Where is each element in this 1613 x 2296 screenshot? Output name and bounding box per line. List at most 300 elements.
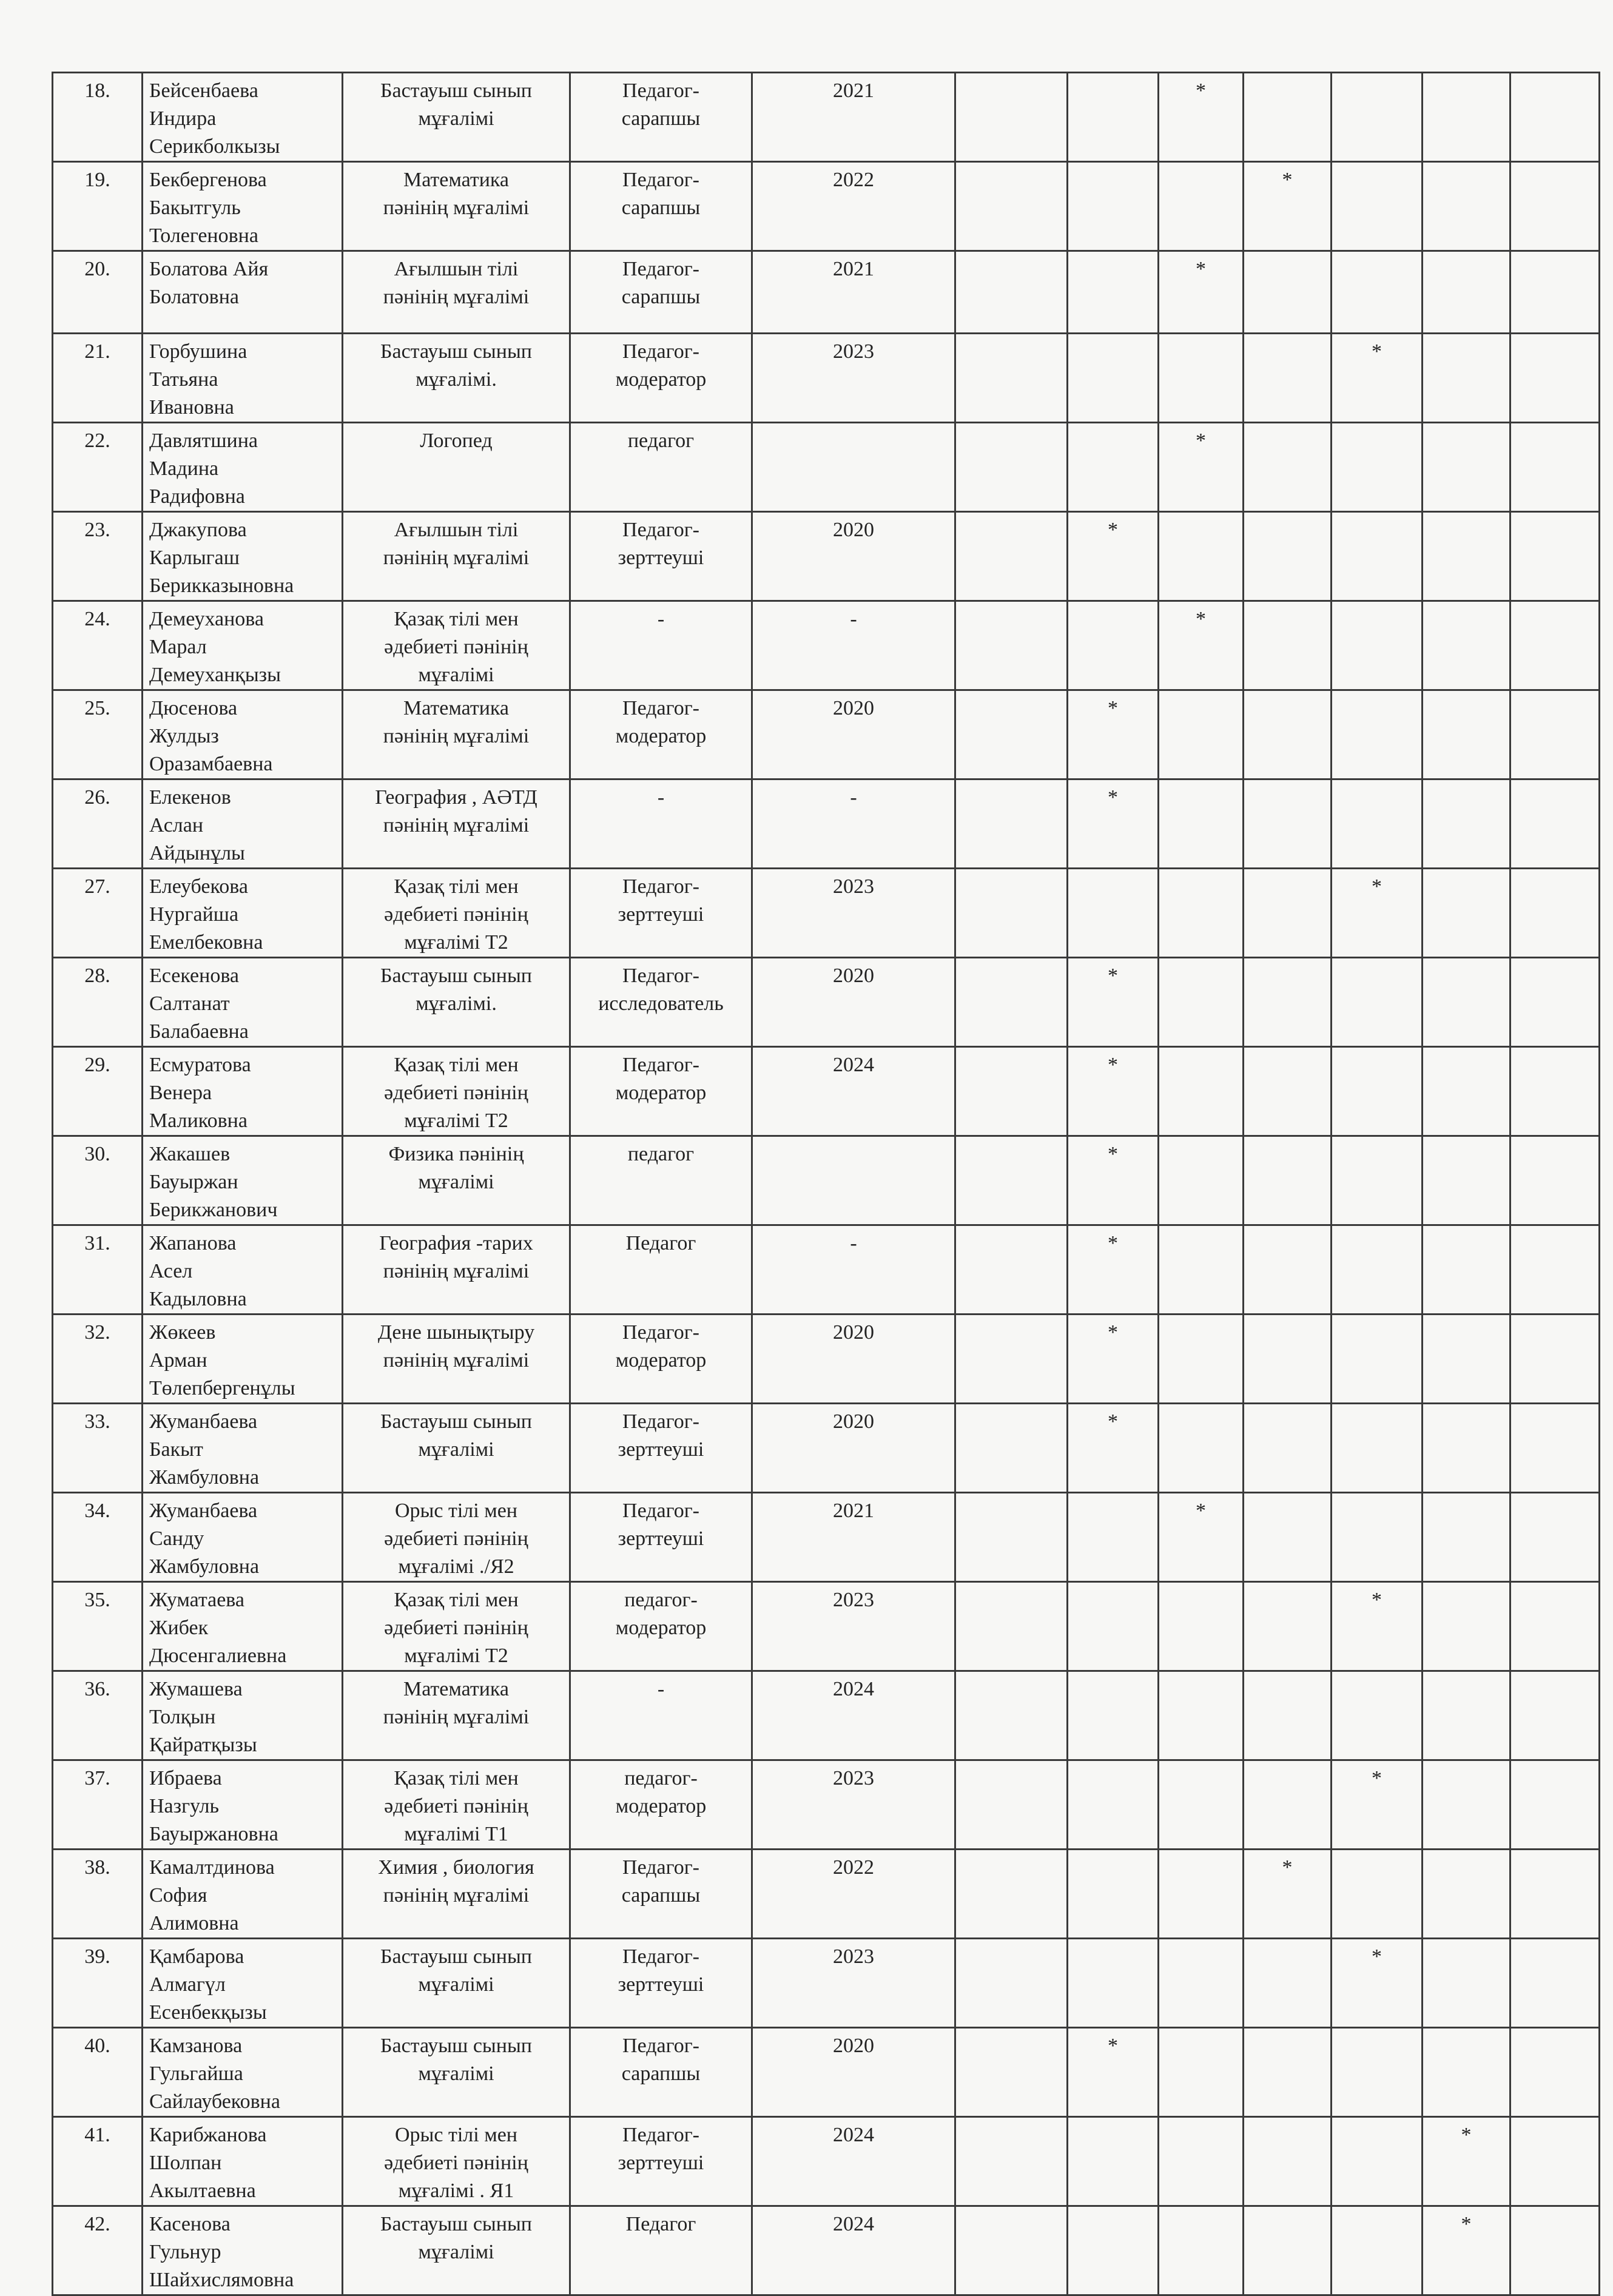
subject-line: Химия , биология bbox=[378, 1856, 534, 1879]
name-line: Индира bbox=[149, 107, 217, 130]
category-line: Педагог- bbox=[622, 79, 699, 102]
mark-cell bbox=[1244, 2117, 1332, 2206]
table-row bbox=[53, 601, 1600, 690]
mark-cell bbox=[1068, 2117, 1159, 2206]
mark-cell bbox=[1510, 1850, 1600, 1939]
name-line: Горбушина bbox=[149, 340, 248, 363]
qualification-category bbox=[570, 1850, 752, 1939]
mark-cell bbox=[1068, 73, 1159, 162]
subject-position bbox=[343, 690, 570, 779]
table-row bbox=[53, 1850, 1600, 1939]
name-line: Гульгайша bbox=[149, 2062, 243, 2085]
teacher-name bbox=[143, 1760, 343, 1850]
teacher-name bbox=[143, 2117, 343, 2206]
mark-cell bbox=[1332, 779, 1423, 869]
name-line: Ибраева bbox=[149, 1767, 222, 1789]
table-row bbox=[53, 1225, 1600, 1315]
subject-line: Дене шынықтыру bbox=[377, 1321, 535, 1344]
name-line: Қайратқызы bbox=[149, 1734, 257, 1756]
mark-cell: * bbox=[1244, 162, 1332, 251]
row-number: 28. bbox=[53, 958, 143, 1047]
name-line: Қамбарова bbox=[149, 1945, 244, 1968]
name-line: Елекенов bbox=[149, 786, 231, 809]
mark-cell: * bbox=[1068, 1136, 1159, 1225]
subject-line: Орыс тілі мен bbox=[394, 2124, 517, 2146]
mark-cell bbox=[1244, 512, 1332, 601]
subject-line: пәнінің мұғалімі bbox=[383, 1884, 530, 1907]
subject-position bbox=[343, 1760, 570, 1850]
mark-cell bbox=[1244, 1225, 1332, 1315]
category-line: Педагог- bbox=[622, 340, 699, 363]
name-line: Бейсенбаева bbox=[149, 79, 258, 102]
row-number: 24. bbox=[53, 601, 143, 690]
mark-cell: * bbox=[1159, 251, 1244, 334]
qualification-category bbox=[570, 1760, 752, 1850]
teacher-name bbox=[143, 423, 343, 512]
category-year: 2021 bbox=[752, 251, 955, 334]
table-row bbox=[53, 1582, 1600, 1671]
subject-position bbox=[343, 1315, 570, 1404]
category-line: Педагог- bbox=[622, 258, 699, 280]
mark-cell bbox=[1423, 1760, 1510, 1850]
row-number: 33. bbox=[53, 1404, 143, 1493]
mark-cell bbox=[1510, 869, 1600, 958]
mark-cell bbox=[1068, 869, 1159, 958]
mark-cell bbox=[1423, 1582, 1510, 1671]
table-row bbox=[53, 73, 1600, 162]
mark-cell bbox=[1244, 1404, 1332, 1493]
mark-cell bbox=[1244, 334, 1332, 423]
mark-cell bbox=[1510, 1493, 1600, 1582]
subject-line: мұғалімі bbox=[418, 107, 494, 130]
mark-cell bbox=[1159, 779, 1244, 869]
category-line: Педагог- bbox=[622, 1410, 699, 1433]
mark-cell bbox=[1510, 1939, 1600, 2028]
mark-cell bbox=[955, 512, 1068, 601]
mark-cell bbox=[1332, 2117, 1423, 2206]
name-line: Демеуханқызы bbox=[149, 664, 281, 686]
name-line: Оразамбаевна bbox=[149, 753, 273, 775]
qualification-category bbox=[570, 162, 752, 251]
category-line: - bbox=[657, 608, 665, 630]
qualification-category bbox=[570, 1404, 752, 1493]
table-row bbox=[53, 1047, 1600, 1136]
row-number: 40. bbox=[53, 2028, 143, 2117]
subject-line: әдебиеті пәнінің bbox=[384, 636, 528, 658]
mark-cell bbox=[1068, 1760, 1159, 1850]
name-line: Алмагүл bbox=[149, 1973, 226, 1996]
subject-position bbox=[343, 73, 570, 162]
subject-line: Қазақ тілі мен bbox=[394, 1589, 519, 1611]
name-line: Есенбекқызы bbox=[149, 2001, 267, 2024]
mark-cell: * bbox=[1068, 1047, 1159, 1136]
category-line: Педагог- bbox=[622, 169, 699, 191]
row-number: 25. bbox=[53, 690, 143, 779]
mark-cell bbox=[1423, 73, 1510, 162]
mark-cell bbox=[1510, 1315, 1600, 1404]
row-number: 41. bbox=[53, 2117, 143, 2206]
category-year: 2024 bbox=[752, 2117, 955, 2206]
table-row bbox=[53, 1760, 1600, 1850]
mark-cell bbox=[1068, 334, 1159, 423]
mark-cell: * bbox=[1068, 1225, 1159, 1315]
mark-cell bbox=[1068, 1939, 1159, 2028]
mark-cell: * bbox=[1332, 334, 1423, 423]
mark-cell bbox=[1423, 2028, 1510, 2117]
teacher-name bbox=[143, 1671, 343, 1760]
name-line: Гульнур bbox=[149, 2241, 221, 2263]
mark-cell: * bbox=[1244, 1850, 1332, 1939]
subject-line: пәнінің мұғалімі bbox=[383, 286, 530, 308]
category-line: модератор bbox=[615, 1082, 707, 1104]
subject-line: Ағылшын тілі bbox=[394, 519, 519, 541]
mark-cell bbox=[1332, 1225, 1423, 1315]
name-line: Бауыржан bbox=[149, 1171, 238, 1193]
teacher-name bbox=[143, 334, 343, 423]
subject-line: әдебиеті пәнінің bbox=[384, 1617, 528, 1639]
subject-line: Бастауыш сынып bbox=[380, 965, 533, 987]
mark-cell bbox=[1159, 1671, 1244, 1760]
mark-cell bbox=[1244, 2028, 1332, 2117]
mark-cell bbox=[1159, 958, 1244, 1047]
row-number: 32. bbox=[53, 1315, 143, 1404]
mark-cell bbox=[1159, 1582, 1244, 1671]
name-line: Жуматаева bbox=[149, 1589, 245, 1611]
mark-cell bbox=[1159, 334, 1244, 423]
table-row bbox=[53, 1136, 1600, 1225]
name-line: Айдынұлы bbox=[149, 842, 245, 864]
row-number: 21. bbox=[53, 334, 143, 423]
category-line: Педагог- bbox=[622, 1500, 699, 1522]
subject-position bbox=[343, 1671, 570, 1760]
name-line: Ивановна bbox=[149, 396, 234, 419]
subject-position bbox=[343, 2028, 570, 2117]
name-line: Акылтаевна bbox=[149, 2180, 256, 2202]
subject-line: пәнінің мұғалімі bbox=[383, 1706, 530, 1728]
row-number: 27. bbox=[53, 869, 143, 958]
category-year: 2020 bbox=[752, 1315, 955, 1404]
mark-cell bbox=[1510, 1671, 1600, 1760]
subject-line: әдебиеті пәнінің bbox=[384, 1527, 528, 1550]
mark-cell bbox=[955, 1315, 1068, 1404]
qualification-category bbox=[570, 251, 752, 334]
category-line: зерттеуші bbox=[618, 547, 704, 569]
mark-cell: * bbox=[1159, 73, 1244, 162]
mark-cell: * bbox=[1332, 1939, 1423, 2028]
category-year: 2020 bbox=[752, 2028, 955, 2117]
category-line: сарапшы bbox=[621, 286, 701, 308]
subject-line: мұғалімі bbox=[418, 1973, 494, 1996]
teacher-name bbox=[143, 1939, 343, 2028]
mark-cell bbox=[1332, 1404, 1423, 1493]
qualification-category bbox=[570, 690, 752, 779]
table-row bbox=[53, 958, 1600, 1047]
category-year bbox=[752, 423, 955, 512]
mark-cell bbox=[955, 1582, 1068, 1671]
mark-cell bbox=[1510, 1404, 1600, 1493]
name-line: Берикжанович bbox=[149, 1199, 278, 1221]
name-line: Касенова bbox=[149, 2213, 231, 2235]
row-number: 19. bbox=[53, 162, 143, 251]
mark-cell bbox=[1423, 690, 1510, 779]
category-line: модератор bbox=[615, 1795, 707, 1817]
subject-line: мұғалімі bbox=[418, 1171, 494, 1193]
row-number: 37. bbox=[53, 1760, 143, 1850]
subject-position bbox=[343, 162, 570, 251]
name-line: Толқын bbox=[149, 1706, 216, 1728]
subject-line: Қазақ тілі мен bbox=[394, 1767, 519, 1789]
name-line: Жуманбаева bbox=[149, 1410, 258, 1433]
mark-cell bbox=[955, 2206, 1068, 2295]
mark-cell bbox=[1159, 1939, 1244, 2028]
name-line: Камалтдинова bbox=[149, 1856, 275, 1879]
mark-cell: * bbox=[1332, 1582, 1423, 1671]
name-line: Жапанова bbox=[149, 1232, 237, 1254]
subject-line: Бастауыш сынып bbox=[380, 1410, 533, 1433]
category-year: 2024 bbox=[752, 1047, 955, 1136]
mark-cell bbox=[1332, 1315, 1423, 1404]
mark-cell bbox=[1332, 690, 1423, 779]
mark-cell bbox=[1423, 1225, 1510, 1315]
mark-cell bbox=[1159, 2206, 1244, 2295]
mark-cell bbox=[1510, 162, 1600, 251]
name-line: Жулдыз bbox=[149, 725, 219, 747]
subject-line: География -тарих bbox=[379, 1232, 533, 1254]
name-line: Мадина bbox=[149, 457, 219, 480]
subject-position bbox=[343, 1404, 570, 1493]
category-year: - bbox=[752, 779, 955, 869]
name-line: Санду bbox=[149, 1527, 204, 1550]
row-number: 29. bbox=[53, 1047, 143, 1136]
mark-cell: * bbox=[1068, 958, 1159, 1047]
mark-cell bbox=[1068, 162, 1159, 251]
category-year: 2020 bbox=[752, 690, 955, 779]
qualification-category bbox=[570, 1047, 752, 1136]
category-line: исследователь bbox=[598, 992, 724, 1015]
mark-cell bbox=[1068, 251, 1159, 334]
mark-cell bbox=[955, 73, 1068, 162]
mark-cell bbox=[1244, 423, 1332, 512]
subject-line: мұғалімі bbox=[418, 2241, 494, 2263]
mark-cell bbox=[1423, 1047, 1510, 1136]
category-year: 2023 bbox=[752, 1760, 955, 1850]
subject-position bbox=[343, 1225, 570, 1315]
table-row bbox=[53, 1671, 1600, 1760]
subject-position bbox=[343, 1939, 570, 2028]
subject-line: мұғалімі bbox=[418, 1438, 494, 1461]
mark-cell bbox=[955, 1136, 1068, 1225]
category-year: 2020 bbox=[752, 1404, 955, 1493]
mark-cell bbox=[1159, 1850, 1244, 1939]
subject-line: Математика bbox=[403, 1678, 510, 1700]
name-line: Бауыржановна bbox=[149, 1823, 278, 1845]
table-row bbox=[53, 423, 1600, 512]
subject-line: География , АӘТД bbox=[375, 786, 537, 809]
mark-cell bbox=[1159, 1760, 1244, 1850]
mark-cell bbox=[1510, 251, 1600, 334]
mark-cell bbox=[955, 869, 1068, 958]
name-line: Жөкеев bbox=[149, 1321, 216, 1344]
subject-position bbox=[343, 779, 570, 869]
qualification-category bbox=[570, 1493, 752, 1582]
staff-table bbox=[52, 72, 1600, 2296]
mark-cell bbox=[1510, 1136, 1600, 1225]
mark-cell bbox=[1423, 512, 1510, 601]
qualification-category bbox=[570, 423, 752, 512]
name-line: Елеубекова bbox=[149, 875, 248, 898]
table-row bbox=[53, 162, 1600, 251]
category-year: 2023 bbox=[752, 1582, 955, 1671]
category-year: 2021 bbox=[752, 1493, 955, 1582]
name-line: Маликовна bbox=[149, 1109, 248, 1132]
mark-cell bbox=[1510, 2206, 1600, 2295]
mark-cell bbox=[1332, 1671, 1423, 1760]
category-line: педагог- bbox=[624, 1767, 698, 1789]
mark-cell bbox=[1244, 1582, 1332, 1671]
subject-position bbox=[343, 1047, 570, 1136]
mark-cell bbox=[1332, 162, 1423, 251]
mark-cell bbox=[1510, 958, 1600, 1047]
subject-line: пәнінің мұғалімі bbox=[383, 547, 530, 569]
category-year: 2023 bbox=[752, 334, 955, 423]
teacher-name bbox=[143, 1582, 343, 1671]
mark-cell bbox=[1068, 1582, 1159, 1671]
name-line: Жамбуловна bbox=[149, 1466, 260, 1489]
table-body bbox=[53, 73, 1600, 2295]
name-line: Марал bbox=[149, 636, 207, 658]
subject-position bbox=[343, 1850, 570, 1939]
category-line: сарапшы bbox=[621, 197, 701, 219]
subject-line: Қазақ тілі мен bbox=[394, 608, 519, 630]
teacher-name bbox=[143, 958, 343, 1047]
mark-cell: * bbox=[1068, 1315, 1159, 1404]
subject-line: әдебиеті пәнінің bbox=[384, 1082, 528, 1104]
teacher-name bbox=[143, 1315, 343, 1404]
category-line: Педагог- bbox=[622, 697, 699, 719]
category-line: Педагог bbox=[625, 2213, 696, 2235]
name-line: Есекенова bbox=[149, 965, 240, 987]
qualification-category bbox=[570, 1225, 752, 1315]
category-year: 2024 bbox=[752, 1671, 955, 1760]
mark-cell bbox=[1159, 2028, 1244, 2117]
row-number: 18. bbox=[53, 73, 143, 162]
category-line: модератор bbox=[615, 725, 707, 747]
subject-line: пәнінің мұғалімі bbox=[383, 1349, 530, 1372]
name-line: Емелбековна bbox=[149, 931, 263, 954]
mark-cell bbox=[1332, 1136, 1423, 1225]
teacher-name bbox=[143, 601, 343, 690]
name-line: Жуманбаева bbox=[149, 1500, 258, 1522]
name-line: Бекбергенова bbox=[149, 169, 267, 191]
teacher-name bbox=[143, 162, 343, 251]
row-number: 30. bbox=[53, 1136, 143, 1225]
qualification-category bbox=[570, 2117, 752, 2206]
table-row bbox=[53, 869, 1600, 958]
table-row bbox=[53, 2028, 1600, 2117]
qualification-category bbox=[570, 1315, 752, 1404]
mark-cell bbox=[1332, 2028, 1423, 2117]
mark-cell bbox=[1068, 601, 1159, 690]
mark-cell bbox=[1244, 1136, 1332, 1225]
subject-position bbox=[343, 958, 570, 1047]
mark-cell bbox=[1332, 251, 1423, 334]
category-line: педагог bbox=[627, 429, 695, 452]
table-row bbox=[53, 1315, 1600, 1404]
name-line: Жибек bbox=[149, 1617, 209, 1639]
mark-cell bbox=[955, 1225, 1068, 1315]
subject-line: Қазақ тілі мен bbox=[394, 1054, 519, 1076]
subject-line: мұғалімі . Я1 bbox=[398, 2180, 514, 2202]
qualification-category bbox=[570, 512, 752, 601]
subject-line: мұғалімі. bbox=[416, 992, 497, 1015]
name-line: Давлятшина bbox=[149, 429, 258, 452]
mark-cell bbox=[1510, 2028, 1600, 2117]
subject-line: пәнінің мұғалімі bbox=[383, 1260, 530, 1282]
qualification-category bbox=[570, 73, 752, 162]
mark-cell bbox=[1068, 1850, 1159, 1939]
mark-cell bbox=[1244, 1760, 1332, 1850]
teacher-name bbox=[143, 1850, 343, 1939]
subject-line: Математика bbox=[403, 169, 510, 191]
table-row bbox=[53, 779, 1600, 869]
category-line: Педагог- bbox=[622, 1945, 699, 1968]
teacher-name bbox=[143, 251, 343, 334]
name-line: Жакашев bbox=[149, 1143, 231, 1165]
mark-cell bbox=[1332, 958, 1423, 1047]
name-line: Аслан bbox=[149, 814, 204, 837]
row-number: 38. bbox=[53, 1850, 143, 1939]
name-line: Татьяна bbox=[149, 368, 218, 391]
mark-cell: * bbox=[1068, 2028, 1159, 2117]
subject-line: мұғалімі Т2 bbox=[404, 1645, 508, 1667]
mark-cell bbox=[1068, 2206, 1159, 2295]
mark-cell bbox=[1332, 2206, 1423, 2295]
mark-cell: * bbox=[1159, 1493, 1244, 1582]
subject-line: Бастауыш сынып bbox=[380, 1945, 533, 1968]
subject-position bbox=[343, 251, 570, 334]
mark-cell bbox=[1244, 869, 1332, 958]
subject-line: мұғалімі bbox=[418, 664, 494, 686]
subject-line: мұғалімі Т2 bbox=[404, 1109, 508, 1132]
mark-cell bbox=[955, 2028, 1068, 2117]
name-line: Карлыгаш bbox=[149, 547, 240, 569]
mark-cell bbox=[1244, 1315, 1332, 1404]
mark-cell bbox=[1423, 1493, 1510, 1582]
mark-cell bbox=[1332, 512, 1423, 601]
name-line: Камзанова bbox=[149, 2035, 243, 2057]
mark-cell bbox=[955, 251, 1068, 334]
subject-line: Орыс тілі мен bbox=[394, 1500, 517, 1522]
row-number: 39. bbox=[53, 1939, 143, 2028]
subject-position bbox=[343, 334, 570, 423]
table-row bbox=[53, 2117, 1600, 2206]
category-year: 2023 bbox=[752, 1939, 955, 2028]
qualification-category bbox=[570, 1939, 752, 2028]
mark-cell bbox=[1244, 958, 1332, 1047]
qualification-category bbox=[570, 1136, 752, 1225]
subject-line: пәнінің мұғалімі bbox=[383, 725, 530, 747]
table-row bbox=[53, 2206, 1600, 2295]
subject-line: мұғалімі bbox=[418, 2062, 494, 2085]
mark-cell bbox=[1423, 1136, 1510, 1225]
subject-line: мұғалімі Т2 bbox=[404, 931, 508, 954]
subject-position bbox=[343, 2117, 570, 2206]
mark-cell bbox=[1159, 1047, 1244, 1136]
subject-position bbox=[343, 512, 570, 601]
teacher-name bbox=[143, 1225, 343, 1315]
category-year: 2023 bbox=[752, 869, 955, 958]
category-year: - bbox=[752, 601, 955, 690]
